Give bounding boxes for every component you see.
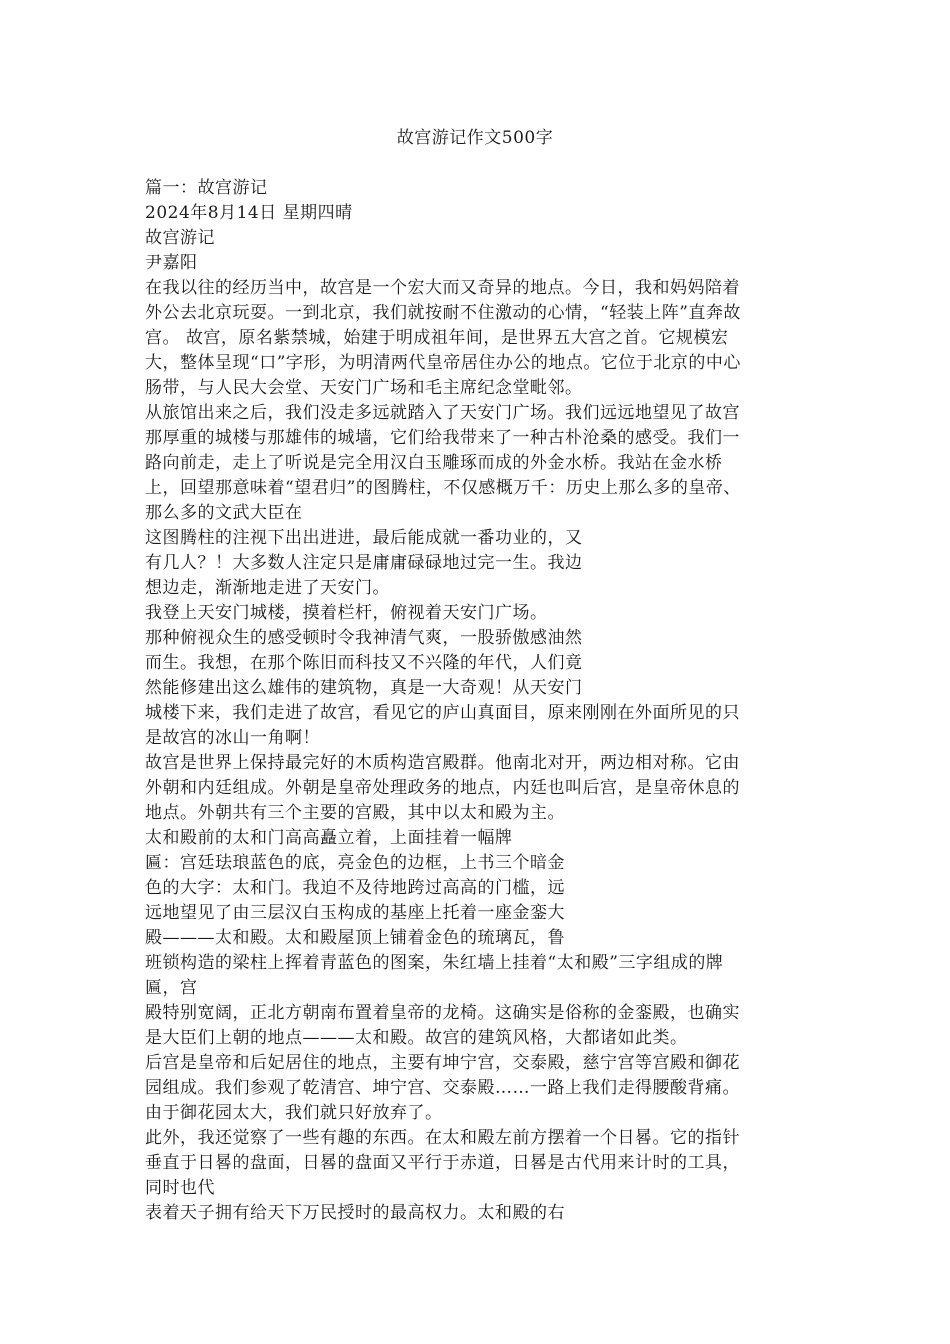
- text-line: 有几人？！大多数人注定只是庸庸碌碌地过完一生。我边: [145, 553, 583, 573]
- text-line: 我登上天安门城楼，摸着栏杆，俯视着天安门广场。: [145, 603, 548, 623]
- text-line: 路向前走，走上了听说是完全用汉白玉雕琢而成的外金水桥。我站在金水桥: [145, 453, 723, 473]
- text-line: 太和殿前的太和门高高矗立着，上面挂着一幅牌: [145, 828, 513, 848]
- text-line: 同时也代: [145, 1178, 215, 1198]
- text-line: 想边走，渐渐地走进了天安门。: [145, 578, 390, 598]
- text-line: 故宫是世界上保持最完好的木质构造宫殿群。他南北对开，两边相对称。它由: [145, 753, 740, 773]
- text-line: 是故宫的冰山一角啊！: [145, 728, 320, 748]
- text-line: 那种俯视众生的感受顿时令我神清气爽，一股骄傲感油然: [145, 628, 583, 648]
- text-line: 肠带，与人民大会堂、天安门广场和毛主席纪念堂毗邻。: [145, 378, 583, 398]
- text-line: 园组成。我们参观了乾清宫、坤宁宫、交泰殿……一路上我们走得腰酸背痛。: [145, 1078, 740, 1098]
- text-line: 外公去北京玩耍。一到北京，我们就按耐不住激动的心情，“轻装上阵”直奔故: [145, 303, 741, 323]
- text-line: 宫。 故宫，原名紫禁城，始建于明成祖年间，是世界五大宫之首。它规模宏: [145, 328, 729, 348]
- text-line: 殿特别宽阔，正北方朝南布置着皇帝的龙椅。这确实是俗称的金銮殿，也确实: [145, 1003, 740, 1023]
- text-line: 班锁构造的梁柱上挥着青蓝色的图案，朱红墙上挂着“太和殿”三字组成的牌: [145, 953, 724, 973]
- text-line: 匾，宫: [145, 978, 198, 998]
- text-line: 那厚重的城楼与那雄伟的城墙，它们给我带来了一种古朴沧桑的感受。我们一: [145, 428, 740, 448]
- text-line: 然能修建出这么雄伟的建筑物，真是一大奇观！从天安门: [145, 678, 583, 698]
- text-line: 而生。我想，在那个陈旧而科技又不兴隆的年代，人们竟: [145, 653, 583, 673]
- text-line: 在我以往的经历当中，故宫是一个宏大而又奇异的地点。今日，我和妈妈陪着: [145, 278, 740, 298]
- text-line: 大，整体呈现“口”字形，为明清两代皇帝居住办公的地点。它位于北京的中心: [145, 353, 741, 373]
- text-line: 由于御花园太大，我们就只好放弃了。: [145, 1103, 443, 1123]
- text-line: 匾：宫廷珐琅蓝色的底，亮金色的边框，上书三个暗金: [145, 853, 565, 873]
- text-line: 尹嘉阳: [145, 253, 198, 273]
- text-line: 上，回望那意味着“望君归”的图腾柱，不仅感概万千：历史上那么多的皇帝、: [145, 478, 741, 498]
- text-line: 后宫是皇帝和后妃居住的地点，主要有坤宁宫，交泰殿，慈宁宫等宫殿和御花: [145, 1053, 740, 1073]
- document-body: [145, 176, 805, 1226]
- text-line: 从旅馆出来之后，我们没走多远就踏入了天安门广场。我们远远地望见了故宫: [145, 403, 740, 423]
- text-line: 地点。外朝共有三个主要的宫殿，其中以太和殿为主。: [145, 803, 565, 823]
- document-title: 故宫游记作文500字: [396, 128, 554, 148]
- text-line: 篇一：故宫游记: [145, 178, 268, 198]
- text-line: 远地望见了由三层汉白玉构成的基座上托着一座金銮大: [145, 903, 565, 923]
- text-line: 城楼下来，我们走进了故宫，看见它的庐山真面目，原来刚刚在外面所见的只: [145, 703, 740, 723]
- text-line: 此外，我还觉察了一些有趣的东西。在太和殿左前方摆着一个日晷。它的指针: [145, 1128, 740, 1148]
- text-line: 垂直于日晷的盘面，日晷的盘面又平行于赤道，日晷是古代用来计时的工具，: [145, 1153, 740, 1173]
- text-line: 表着天子拥有给天下万民授时的最高权力。太和殿的右: [145, 1203, 565, 1223]
- text-line: 这图腾柱的注视下出出进进，最后能成就一番功业的，又: [145, 528, 583, 548]
- text-line: 那么多的文武大臣在: [145, 503, 303, 523]
- text-line: 色的大字：太和门。我迫不及待地跨过高高的门槛，远: [145, 878, 565, 898]
- text-line: 2024年8月14日 星期四晴: [145, 203, 353, 223]
- text-line: 殿———太和殿。太和殿屋顶上铺着金色的琉璃瓦，鲁: [145, 928, 565, 948]
- text-line: 是大臣们上朝的地点———太和殿。故宫的建筑风格，大都诸如此类。: [145, 1028, 688, 1048]
- text-line: 外朝和内廷组成。外朝是皇帝处理政务的地点，内廷也叫后宫，是皇帝休息的: [145, 778, 740, 798]
- text-line: 故宫游记: [145, 228, 215, 248]
